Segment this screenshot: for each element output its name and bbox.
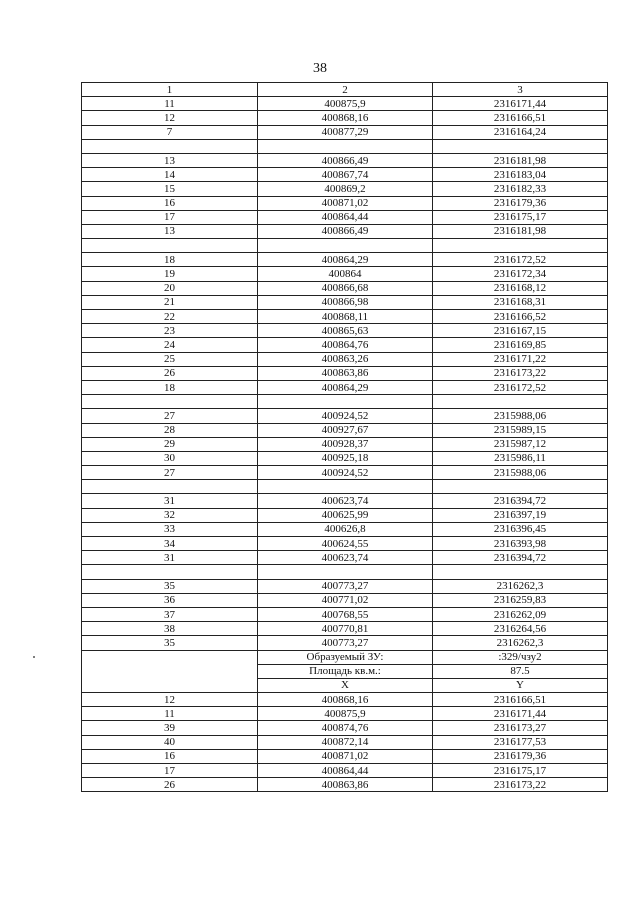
x-coordinate-cell: 400871,02 xyxy=(258,196,433,210)
table-row xyxy=(82,508,608,522)
x-coordinate-cell xyxy=(258,565,433,579)
table-row xyxy=(82,551,608,565)
point-number-cell: 13 xyxy=(82,153,258,167)
table-row xyxy=(82,97,608,111)
y-coordinate-cell xyxy=(433,139,608,153)
x-coordinate-cell: 400869,2 xyxy=(258,182,433,196)
y-coordinate-cell: 2316167,15 xyxy=(433,324,608,338)
area-value: 87.5 xyxy=(433,664,608,678)
table-row xyxy=(82,182,608,196)
x-coordinate-cell: 400927,67 xyxy=(258,423,433,437)
coordinates-table xyxy=(81,82,608,792)
table-row xyxy=(82,735,608,749)
y-coordinate-cell: 2316183,04 xyxy=(433,168,608,182)
point-number-cell: 25 xyxy=(82,352,258,366)
table-row xyxy=(82,636,608,650)
x-coordinate-cell: 400864,44 xyxy=(258,764,433,778)
y-coordinate-cell: 2316396,45 xyxy=(433,522,608,536)
x-coordinate-cell: 400770,81 xyxy=(258,622,433,636)
header-cell-1: 1 xyxy=(82,83,258,97)
x-coordinate-cell: 400864,76 xyxy=(258,338,433,352)
point-number-cell: 21 xyxy=(82,295,258,309)
point-number-cell: 32 xyxy=(82,508,258,522)
x-coordinate-cell: 400875,9 xyxy=(258,707,433,721)
point-number-cell: 31 xyxy=(82,494,258,508)
separator-row xyxy=(82,239,608,253)
y-coordinate-cell: 2316173,22 xyxy=(433,778,608,792)
x-coordinate-cell: 400924,52 xyxy=(258,409,433,423)
x-coordinate-cell: 400771,02 xyxy=(258,593,433,607)
separator-row xyxy=(82,395,608,409)
y-coordinate-cell: 2316172,52 xyxy=(433,253,608,267)
point-number-cell: 38 xyxy=(82,622,258,636)
header-cell-3: 3 xyxy=(433,83,608,97)
table-row xyxy=(82,607,608,621)
x-coordinate-cell: 400866,68 xyxy=(258,281,433,295)
table-row xyxy=(82,281,608,295)
point-number-cell: 33 xyxy=(82,522,258,536)
x-coordinate-cell xyxy=(258,139,433,153)
point-number-cell: 28 xyxy=(82,423,258,437)
x-coordinate-cell: 400773,27 xyxy=(258,636,433,650)
point-number-cell: 24 xyxy=(82,338,258,352)
y-coordinate-cell: 2315988,06 xyxy=(433,409,608,423)
table-row xyxy=(82,409,608,423)
x-coordinate-cell: 400867,74 xyxy=(258,168,433,182)
x-coordinate-cell: 400864,44 xyxy=(258,210,433,224)
x-coordinate-cell: 400864,29 xyxy=(258,380,433,394)
point-number-cell: 22 xyxy=(82,310,258,324)
point-number-cell xyxy=(82,395,258,409)
formed-plot-value: :329/чзу2 xyxy=(433,650,608,664)
y-coordinate-cell: 2316393,98 xyxy=(433,537,608,551)
x-coordinate-cell: 400868,11 xyxy=(258,310,433,324)
x-coordinate-cell: 400924,52 xyxy=(258,466,433,480)
x-coordinate-cell xyxy=(258,480,433,494)
point-number-cell xyxy=(82,139,258,153)
table-row xyxy=(82,451,608,465)
table-row xyxy=(82,466,608,480)
y-coordinate-cell: 2315988,06 xyxy=(433,466,608,480)
table-row xyxy=(82,253,608,267)
point-number-cell: 36 xyxy=(82,593,258,607)
point-number-cell: 34 xyxy=(82,537,258,551)
point-number-cell: 31 xyxy=(82,551,258,565)
table-row xyxy=(82,423,608,437)
x-coordinate-cell: 400928,37 xyxy=(258,437,433,451)
table-row xyxy=(82,324,608,338)
x-coordinate-cell: 400773,27 xyxy=(258,579,433,593)
table-row xyxy=(82,111,608,125)
table-row xyxy=(82,622,608,636)
y-coordinate-cell: 2316181,98 xyxy=(433,153,608,167)
point-number-cell: 11 xyxy=(82,707,258,721)
x-coordinate-cell: 400626,8 xyxy=(258,522,433,536)
table-row xyxy=(82,437,608,451)
x-coordinate-cell xyxy=(258,395,433,409)
x-coordinate-cell: 400624,55 xyxy=(258,537,433,551)
y-coordinate-cell: 2316182,33 xyxy=(433,182,608,196)
y-coordinate-cell xyxy=(433,239,608,253)
point-number-cell: 16 xyxy=(82,196,258,210)
point-number-cell: 37 xyxy=(82,607,258,621)
table-row xyxy=(82,778,608,792)
point-number-cell: 14 xyxy=(82,168,258,182)
y-coordinate-cell: 2315986,11 xyxy=(433,451,608,465)
table-header-row xyxy=(82,83,608,97)
point-number-cell: 13 xyxy=(82,224,258,238)
point-number-cell: 11 xyxy=(82,97,258,111)
x-coordinate-cell: 400868,16 xyxy=(258,693,433,707)
separator-row xyxy=(82,139,608,153)
y-coordinate-cell xyxy=(433,565,608,579)
point-number-cell: 30 xyxy=(82,451,258,465)
y-coordinate-cell: 2316262,3 xyxy=(433,579,608,593)
table-row xyxy=(82,168,608,182)
x-coordinate-cell: 400925,18 xyxy=(258,451,433,465)
y-coordinate-cell xyxy=(433,480,608,494)
x-coordinate-cell: 400864,29 xyxy=(258,253,433,267)
y-coordinate-cell: 2316179,36 xyxy=(433,749,608,763)
header-cell-2: 2 xyxy=(258,83,433,97)
point-number-cell: 40 xyxy=(82,735,258,749)
x-coordinate-cell: 400863,26 xyxy=(258,352,433,366)
y-coordinate-cell: 2316166,52 xyxy=(433,310,608,324)
area-label: Площадь кв.м.: xyxy=(258,664,433,678)
y-coordinate-cell: 2316171,44 xyxy=(433,707,608,721)
point-number-cell xyxy=(82,239,258,253)
x-coordinate-cell: 400768,55 xyxy=(258,607,433,621)
point-number-cell xyxy=(82,565,258,579)
section-empty-cell xyxy=(82,650,258,693)
point-number-cell: 26 xyxy=(82,778,258,792)
x-coordinate-cell: 400866,98 xyxy=(258,295,433,309)
table-row xyxy=(82,707,608,721)
table-row xyxy=(82,522,608,536)
formed-plot-label: Образуемый ЗУ: xyxy=(258,650,433,664)
x-coordinate-cell xyxy=(258,239,433,253)
scan-speck xyxy=(33,656,35,658)
y-coordinate-cell: 2315987,12 xyxy=(433,437,608,451)
table-row xyxy=(82,267,608,281)
x-coordinate-cell: 400877,29 xyxy=(258,125,433,139)
point-number-cell: 35 xyxy=(82,636,258,650)
y-coordinate-cell: 2316169,85 xyxy=(433,338,608,352)
point-number-cell: 18 xyxy=(82,253,258,267)
x-coordinate-cell: 400623,74 xyxy=(258,551,433,565)
point-number-cell: 26 xyxy=(82,366,258,380)
point-number-cell: 27 xyxy=(82,466,258,480)
x-coordinate-cell: 400865,63 xyxy=(258,324,433,338)
point-number-cell: 17 xyxy=(82,210,258,224)
table-row xyxy=(82,310,608,324)
table-row xyxy=(82,153,608,167)
y-coordinate-cell: 2316177,53 xyxy=(433,735,608,749)
point-number-cell: 17 xyxy=(82,764,258,778)
y-coordinate-cell: 2316394,72 xyxy=(433,551,608,565)
table-row xyxy=(82,579,608,593)
x-coordinate-cell: 400866,49 xyxy=(258,224,433,238)
point-number-cell: 35 xyxy=(82,579,258,593)
point-number-cell: 27 xyxy=(82,409,258,423)
table-row xyxy=(82,352,608,366)
table-row xyxy=(82,295,608,309)
table-row xyxy=(82,721,608,735)
y-coordinate-cell xyxy=(433,395,608,409)
page-number: 38 xyxy=(313,61,327,76)
point-number-cell: 39 xyxy=(82,721,258,735)
point-number-cell: 16 xyxy=(82,749,258,763)
table-row xyxy=(82,366,608,380)
y-coordinate-cell: 2316172,34 xyxy=(433,267,608,281)
table-row xyxy=(82,196,608,210)
x-coordinate-cell: 400866,49 xyxy=(258,153,433,167)
x-coordinate-cell: 400872,14 xyxy=(258,735,433,749)
x-column-header: X xyxy=(258,678,433,692)
table-row xyxy=(82,224,608,238)
y-coordinate-cell: 2316168,12 xyxy=(433,281,608,295)
y-coordinate-cell: 2316166,51 xyxy=(433,693,608,707)
point-number-cell xyxy=(82,480,258,494)
y-column-header: Y xyxy=(433,678,608,692)
point-number-cell: 29 xyxy=(82,437,258,451)
point-number-cell: 12 xyxy=(82,111,258,125)
y-coordinate-cell: 2316179,36 xyxy=(433,196,608,210)
y-coordinate-cell: 2316181,98 xyxy=(433,224,608,238)
point-number-cell: 12 xyxy=(82,693,258,707)
point-number-cell: 20 xyxy=(82,281,258,295)
point-number-cell: 19 xyxy=(82,267,258,281)
table-row xyxy=(82,125,608,139)
x-coordinate-cell: 400863,86 xyxy=(258,778,433,792)
x-coordinate-cell: 400875,9 xyxy=(258,97,433,111)
y-coordinate-cell: 2316262,09 xyxy=(433,607,608,621)
section-formed-row xyxy=(82,650,608,664)
point-number-cell: 15 xyxy=(82,182,258,196)
y-coordinate-cell: 2316164,24 xyxy=(433,125,608,139)
table-row xyxy=(82,338,608,352)
y-coordinate-cell: 2316175,17 xyxy=(433,764,608,778)
table-row xyxy=(82,537,608,551)
x-coordinate-cell: 400864 xyxy=(258,267,433,281)
y-coordinate-cell: 2316394,72 xyxy=(433,494,608,508)
y-coordinate-cell: 2316259,83 xyxy=(433,593,608,607)
point-number-cell: 23 xyxy=(82,324,258,338)
y-coordinate-cell: 2316173,27 xyxy=(433,721,608,735)
table-row xyxy=(82,764,608,778)
table-row xyxy=(82,593,608,607)
y-coordinate-cell: 2316171,44 xyxy=(433,97,608,111)
y-coordinate-cell: 2316172,52 xyxy=(433,380,608,394)
table-row xyxy=(82,380,608,394)
point-number-cell: 18 xyxy=(82,380,258,394)
separator-row xyxy=(82,565,608,579)
table-row xyxy=(82,210,608,224)
y-coordinate-cell: 2316171,22 xyxy=(433,352,608,366)
y-coordinate-cell: 2316264,56 xyxy=(433,622,608,636)
y-coordinate-cell: 2316397,19 xyxy=(433,508,608,522)
x-coordinate-cell: 400625,99 xyxy=(258,508,433,522)
x-coordinate-cell: 400863,86 xyxy=(258,366,433,380)
y-coordinate-cell: 2316168,31 xyxy=(433,295,608,309)
table-row xyxy=(82,749,608,763)
separator-row xyxy=(82,480,608,494)
y-coordinate-cell: 2315989,15 xyxy=(433,423,608,437)
x-coordinate-cell: 400623,74 xyxy=(258,494,433,508)
y-coordinate-cell: 2316166,51 xyxy=(433,111,608,125)
point-number-cell: 7 xyxy=(82,125,258,139)
table-row xyxy=(82,693,608,707)
table-row xyxy=(82,494,608,508)
x-coordinate-cell: 400871,02 xyxy=(258,749,433,763)
x-coordinate-cell: 400874,76 xyxy=(258,721,433,735)
x-coordinate-cell: 400868,16 xyxy=(258,111,433,125)
y-coordinate-cell: 2316262,3 xyxy=(433,636,608,650)
y-coordinate-cell: 2316173,22 xyxy=(433,366,608,380)
y-coordinate-cell: 2316175,17 xyxy=(433,210,608,224)
